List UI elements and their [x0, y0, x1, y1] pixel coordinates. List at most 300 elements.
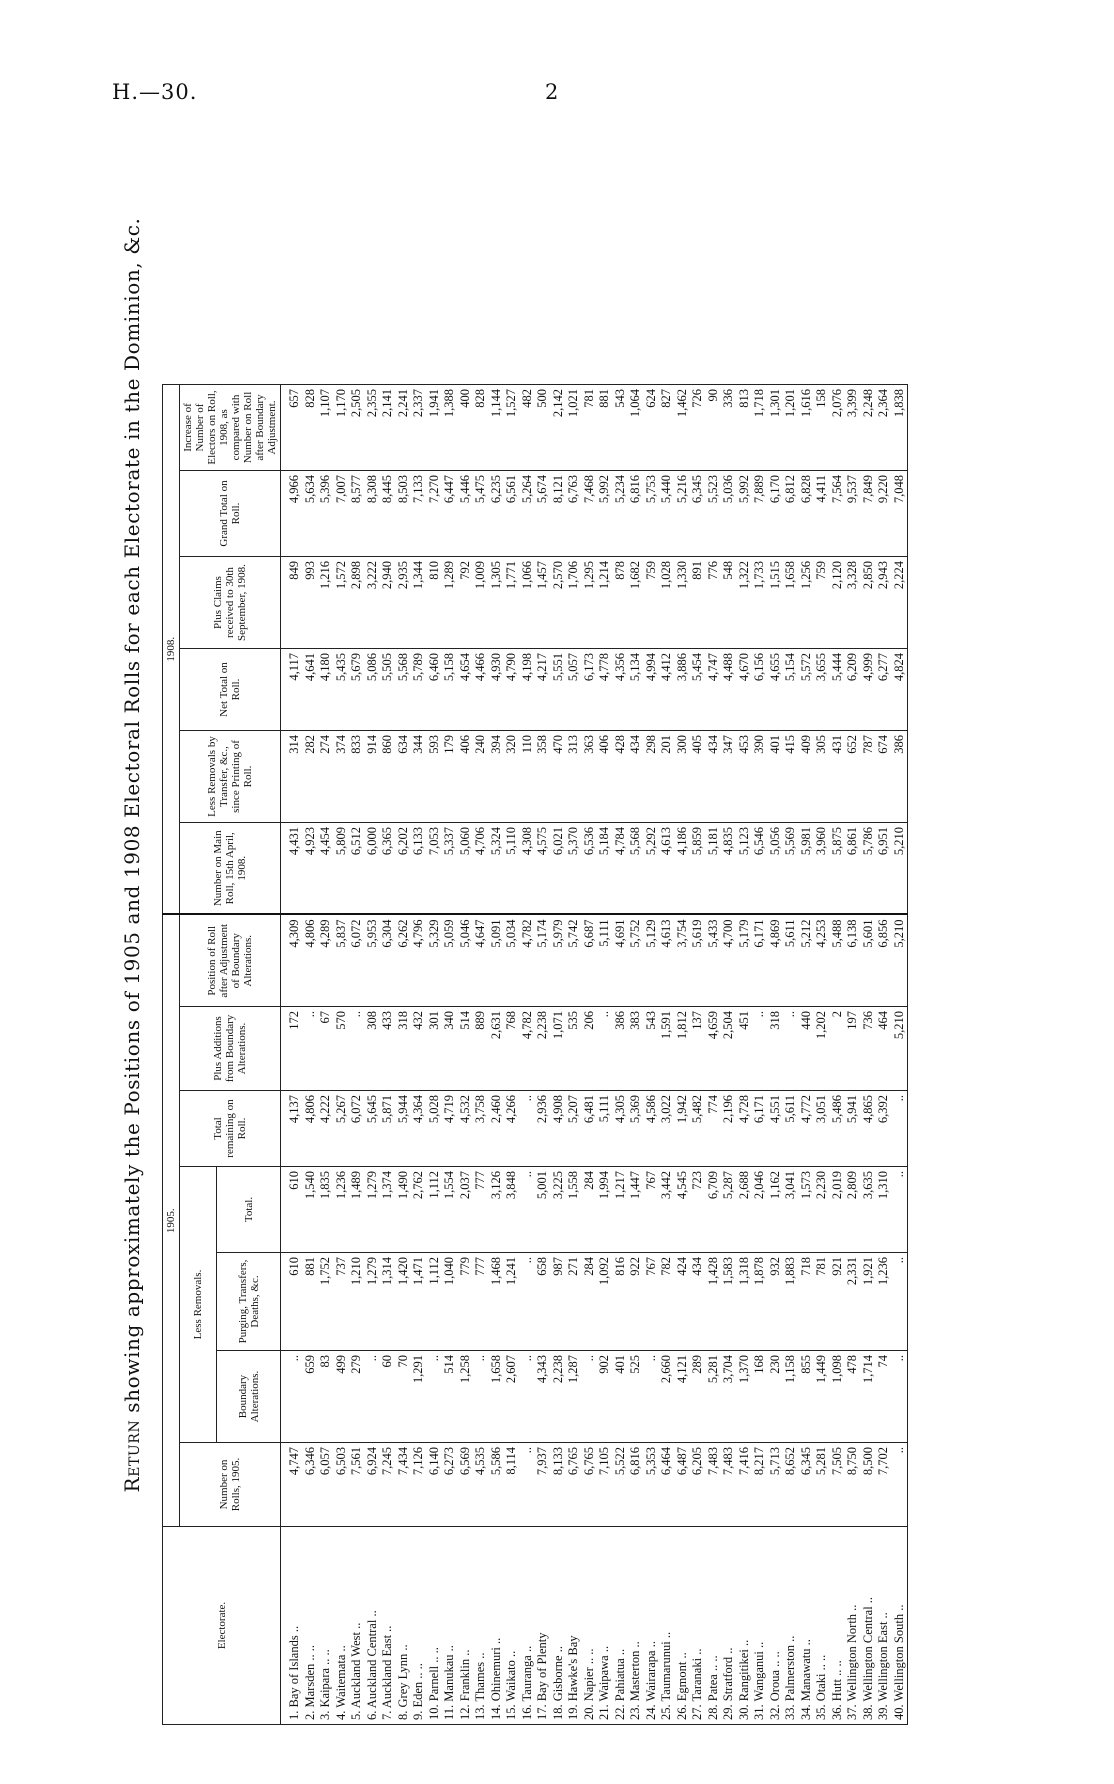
value-cell: 406 [458, 731, 474, 823]
value-cell: 470 [551, 731, 567, 823]
value-cell: 2,241 [396, 385, 412, 471]
value-cell: 168 [752, 1351, 768, 1443]
value-cell: 1,107 [318, 385, 334, 471]
value-cell: 5,992 [737, 471, 753, 557]
value-cell: 674 [876, 731, 892, 823]
value-cell: 4,647 [473, 915, 489, 1007]
value-cell: 1,162 [768, 1167, 784, 1253]
value-cell: 179 [442, 731, 458, 823]
electorate-cell [411, 1527, 427, 1725]
value-cell: 3,225 [551, 1167, 567, 1253]
value-cell: 4,308 [520, 823, 536, 915]
value-cell: 6,546 [752, 823, 768, 915]
value-cell: 83 [318, 1351, 334, 1443]
value-cell: 313 [566, 731, 582, 823]
row-number: 31. [752, 1704, 766, 1720]
value-cell: 5,091 [489, 915, 505, 1007]
leader-dots: .. [442, 1645, 456, 1652]
group-1908: 1908. [163, 385, 180, 915]
col-grand-total: Grand Total on Roll. [180, 471, 281, 557]
electorate-cell [489, 1527, 505, 1725]
electorate-name: Eden [411, 1681, 425, 1708]
value-cell: 2,248 [861, 385, 877, 471]
value-cell: 5,212 [799, 915, 815, 1007]
value-cell: 5,586 [489, 1443, 505, 1527]
value-cell: 3,704 [721, 1351, 737, 1443]
leader-dots: .. [597, 1645, 611, 1653]
value-cell: 4,180 [318, 649, 334, 731]
value-cell: 6,569 [458, 1443, 474, 1527]
row-number: 2. [302, 1710, 317, 1720]
value-cell: 878 [613, 557, 629, 649]
row-number: 35. [814, 1704, 828, 1720]
row-number: 39. [876, 1704, 890, 1720]
value-cell: 5,281 [706, 1351, 722, 1443]
electorate-name: Grey Lynn [395, 1653, 410, 1708]
value-cell: 434 [628, 731, 644, 823]
value-cell: 500 [535, 385, 551, 471]
value-cell: 3,754 [675, 915, 691, 1007]
value-cell: 4,966 [281, 471, 303, 557]
electorate-name: Waikato [504, 1660, 518, 1702]
table-row [582, 385, 598, 1725]
row-number: 30. [736, 1704, 751, 1720]
value-cell: 4,655 [768, 649, 784, 731]
electorate-name: Auckland Central [364, 1619, 379, 1709]
value-cell: 2,935 [396, 557, 412, 649]
value-cell: 305 [814, 731, 830, 823]
value-cell: 1,064 [628, 385, 644, 471]
value-cell: 1,092 [597, 1253, 613, 1351]
electorate-name: Wanganui [752, 1651, 766, 1702]
electorate-cell [442, 1527, 458, 1725]
value-cell: .. [892, 1091, 908, 1167]
value-cell: 5,174 [535, 915, 551, 1007]
title-text: showing approximately the Positions of 1905 and 1908 Electoral Rolls for each Electorate in the Dominion, &c. [120, 217, 144, 1413]
value-cell: 201 [659, 731, 675, 823]
value-cell: 7,126 [411, 1443, 427, 1527]
electorate-cell [752, 1527, 768, 1725]
row-number: 13. [473, 1704, 487, 1720]
value-cell: 8,308 [365, 471, 381, 557]
value-cell: 7,434 [396, 1443, 412, 1527]
value-cell: 2,337 [411, 385, 427, 471]
value-cell: .. [520, 1091, 536, 1167]
value-cell: 7,270 [427, 471, 443, 557]
table-row [442, 385, 458, 1725]
value-cell: 5,056 [768, 823, 784, 915]
value-cell: 5,435 [334, 649, 350, 731]
value-cell: 1,318 [737, 1253, 753, 1351]
value-cell: 5,036 [721, 471, 737, 557]
value-cell: 158 [814, 385, 830, 471]
value-cell: 535 [566, 1007, 582, 1091]
value-cell: 298 [644, 731, 660, 823]
col-increase: Increase of Number of Electors on Roll, 1908, as compared with Number on Roll after Boundary Adjustment. [180, 385, 281, 471]
leader-dots: .. .. [581, 1648, 596, 1665]
value-cell: 776 [706, 557, 722, 649]
value-cell: 6,464 [659, 1443, 675, 1527]
electorate-cell [318, 1527, 334, 1725]
value-cell: 1,994 [597, 1167, 613, 1253]
value-cell: 409 [799, 731, 815, 823]
value-cell: 240 [473, 731, 489, 823]
value-cell: 4,343 [535, 1351, 551, 1443]
electorate-name: Stratford [721, 1656, 735, 1702]
value-cell: 1,462 [675, 385, 691, 471]
value-cell: 110 [520, 731, 536, 823]
electorate-name: Taranaki [690, 1657, 704, 1702]
value-cell: 5,184 [597, 823, 613, 915]
value-cell: 1,572 [334, 557, 350, 649]
value-cell: 6,765 [566, 1443, 582, 1527]
value-cell: 1,258 [458, 1351, 474, 1443]
row-number: 26. [674, 1704, 689, 1720]
leader-dots: .. [395, 1644, 410, 1651]
value-cell: 2,046 [752, 1167, 768, 1253]
row-number: 10. [426, 1704, 441, 1720]
value-cell: 451 [737, 1007, 753, 1091]
value-cell: 2,943 [876, 557, 892, 649]
value-cell: 5,837 [334, 915, 350, 1007]
value-cell: 6,138 [845, 915, 861, 1007]
value-cell: 308 [365, 1007, 381, 1091]
electorate-cell [768, 1527, 784, 1725]
value-cell: 7,245 [380, 1443, 396, 1527]
value-cell: 4,923 [303, 823, 319, 915]
value-cell: 282 [303, 731, 319, 823]
value-cell: .. [597, 1007, 613, 1091]
value-cell: 4,431 [281, 823, 303, 915]
value-cell: 6,345 [799, 1443, 815, 1527]
value-cell: 659 [303, 1351, 319, 1443]
value-cell: 2,460 [489, 1091, 505, 1167]
value-cell: 2,238 [551, 1351, 567, 1443]
electorate-cell [473, 1527, 489, 1725]
value-cell: 4,782 [520, 1007, 536, 1091]
table-row [814, 385, 830, 1725]
value-cell: 5,111 [597, 1091, 613, 1167]
value-cell: 2,607 [504, 1351, 520, 1443]
value-cell: 5,264 [520, 471, 536, 557]
leader-dots: .. [364, 1610, 379, 1617]
value-cell: 1,314 [380, 1253, 396, 1351]
electoral-rolls-table [162, 384, 908, 1725]
row-number: 17. [535, 1704, 549, 1720]
value-cell: 5,207 [566, 1091, 582, 1167]
value-cell: 5,396 [318, 471, 334, 557]
electorate-cell [892, 1527, 908, 1725]
value-cell: 383 [628, 1007, 644, 1091]
value-cell: 4,806 [303, 915, 319, 1007]
value-cell: 5,871 [380, 1091, 396, 1167]
electorate-cell [830, 1527, 846, 1725]
value-cell: 7,483 [706, 1443, 722, 1527]
value-cell: 340 [442, 1007, 458, 1091]
table-row [861, 385, 877, 1725]
value-cell: 1,279 [365, 1167, 381, 1253]
value-cell: 855 [799, 1351, 815, 1443]
leader-dots: .. .. [318, 1649, 332, 1665]
table-row [504, 385, 520, 1725]
value-cell: 3,051 [814, 1091, 830, 1167]
value-cell: 5,129 [644, 915, 660, 1007]
table-row [303, 385, 319, 1725]
leader-dots: .. [519, 1645, 534, 1653]
value-cell: 1,201 [783, 385, 799, 471]
leader-dots: .. [876, 1612, 890, 1619]
row-number: 12. [457, 1704, 472, 1720]
value-cell: 2,809 [845, 1167, 861, 1253]
value-cell: 5,267 [334, 1091, 350, 1167]
value-cell: 6,140 [427, 1443, 443, 1527]
value-cell: 5,742 [566, 915, 582, 1007]
electorate-name: Auckland West [349, 1632, 363, 1709]
electorate-name: Wairarapa [643, 1650, 658, 1702]
value-cell: 5,179 [737, 915, 753, 1007]
value-cell: 3,328 [845, 557, 861, 649]
value-cell: 610 [281, 1253, 303, 1351]
value-cell: 777 [473, 1253, 489, 1351]
value-cell: 828 [303, 385, 319, 471]
value-cell: 5,046 [458, 915, 474, 1007]
value-cell: 5,568 [628, 823, 644, 915]
value-cell: 1,457 [535, 557, 551, 649]
value-cell: 723 [690, 1167, 706, 1253]
value-cell: 6,561 [504, 471, 520, 557]
value-cell: 3,041 [783, 1167, 799, 1253]
value-cell: 5,028 [427, 1091, 443, 1167]
value-cell: 401 [768, 731, 784, 823]
leader-dots: .. .. [814, 1654, 828, 1671]
value-cell: 816 [613, 1253, 629, 1351]
value-cell: 6,156 [752, 649, 768, 731]
electorate-name: Masterton [628, 1650, 642, 1702]
value-cell: 374 [334, 731, 350, 823]
value-cell: 2,037 [458, 1167, 474, 1253]
col-number-on-rolls-1905: Number on Rolls, 1905. [180, 1443, 281, 1527]
value-cell: 5,216 [675, 471, 691, 557]
table-row [411, 385, 427, 1725]
value-cell: .. [349, 1007, 365, 1091]
value-cell: 279 [349, 1351, 365, 1443]
electorate-name: Wellington North [845, 1613, 859, 1702]
value-cell: 1,330 [675, 557, 691, 649]
value-cell: 5,979 [551, 915, 567, 1007]
value-cell: 5,523 [706, 471, 722, 557]
value-cell: 4,613 [659, 823, 675, 915]
value-cell: 1,682 [628, 557, 644, 649]
value-cell: 1,305 [489, 557, 505, 649]
value-cell: 74 [876, 1351, 892, 1443]
value-cell: 781 [814, 1253, 830, 1351]
col-electorate: Electorate. [163, 1527, 281, 1725]
value-cell: 833 [349, 731, 365, 823]
value-cell: 881 [303, 1253, 319, 1351]
value-cell: 318 [768, 1007, 784, 1091]
value-cell: 4,747 [706, 649, 722, 731]
value-cell: 6,133 [411, 823, 427, 915]
value-cell: 1,144 [489, 385, 505, 471]
value-cell: 4,305 [613, 1091, 629, 1167]
value-cell: 4,198 [520, 649, 536, 731]
value-cell: 767 [644, 1167, 660, 1253]
value-cell: 2,505 [349, 385, 365, 471]
row-number: 6. [364, 1710, 379, 1720]
value-cell: 4,700 [721, 915, 737, 1007]
value-cell: 6,481 [582, 1091, 598, 1167]
row-number: 7. [380, 1710, 394, 1720]
value-cell: .. [365, 1351, 381, 1443]
value-cell: 424 [675, 1253, 691, 1351]
value-cell: 5,454 [690, 649, 706, 731]
value-cell: 9,537 [845, 471, 861, 557]
row-number: 8. [395, 1710, 410, 1720]
value-cell: 9,220 [876, 471, 892, 557]
value-cell: 1,752 [318, 1253, 334, 1351]
electorate-name: Thames [473, 1661, 487, 1702]
electorate-cell [380, 1527, 396, 1725]
value-cell: 5,568 [396, 649, 412, 731]
electorate-cell [504, 1527, 520, 1725]
value-cell: 5,482 [690, 1091, 706, 1167]
value-cell: 4,575 [535, 823, 551, 915]
row-number: 37. [845, 1704, 859, 1720]
value-cell: 4,784 [613, 823, 629, 915]
value-cell: 206 [582, 1007, 598, 1091]
leader-dots: .. [333, 1645, 348, 1652]
value-cell: 4,454 [318, 823, 334, 915]
table-row [349, 385, 365, 1725]
value-cell: 4,747 [281, 1443, 303, 1527]
value-cell: .. [644, 1351, 660, 1443]
electorate-name: Napier [581, 1667, 596, 1702]
value-cell: 8,114 [504, 1443, 520, 1527]
value-cell: 1,112 [427, 1253, 443, 1351]
value-cell: 5,292 [644, 823, 660, 915]
electorate-name: Waipawa [597, 1655, 611, 1702]
value-cell: 318 [396, 1007, 412, 1091]
value-cell: 400 [458, 385, 474, 471]
value-cell: 5,569 [783, 823, 799, 915]
value-cell: 4,706 [473, 823, 489, 915]
value-cell: 7,889 [752, 471, 768, 557]
value-cell: 358 [535, 731, 551, 823]
value-cell: 5,158 [442, 649, 458, 731]
value-cell: 813 [737, 385, 753, 471]
table-row [737, 385, 753, 1725]
electorate-name: Palmerston [783, 1645, 797, 1702]
table-row [675, 385, 691, 1725]
value-cell: 1,812 [675, 1007, 691, 1091]
value-cell: 3,635 [861, 1167, 877, 1253]
table-row [535, 385, 551, 1725]
electorate-cell [876, 1527, 892, 1725]
value-cell: 1,471 [411, 1253, 427, 1351]
leader-dots: .. [380, 1625, 394, 1632]
value-cell: 1,040 [442, 1253, 458, 1351]
value-cell: 759 [814, 557, 830, 649]
value-cell: 8,121 [551, 471, 567, 557]
value-cell: 634 [396, 731, 412, 823]
value-cell: 6,765 [582, 1443, 598, 1527]
value-cell: 4,186 [675, 823, 691, 915]
value-cell: 4,691 [613, 915, 629, 1007]
electorate-cell [706, 1527, 722, 1725]
value-cell: 6,170 [768, 471, 784, 557]
table-row [427, 385, 443, 1725]
value-cell: 5,110 [504, 823, 520, 915]
value-cell: 543 [613, 385, 629, 471]
value-cell: 6,512 [349, 823, 365, 915]
table-row [892, 385, 908, 1725]
value-cell: 914 [365, 731, 381, 823]
value-cell: 2,940 [380, 557, 396, 649]
electorate-cell [675, 1527, 691, 1725]
electorate-cell [349, 1527, 365, 1725]
value-cell: 1,028 [659, 557, 675, 649]
value-cell: 1,490 [396, 1167, 412, 1253]
value-cell: 5,234 [613, 471, 629, 557]
group-less-removals: Less Removals. [180, 1167, 217, 1443]
value-cell: 3,442 [659, 1167, 675, 1253]
value-cell: .. [520, 1351, 536, 1443]
value-cell: 464 [876, 1007, 892, 1091]
value-cell: 1,428 [706, 1253, 722, 1351]
value-cell: 1,527 [504, 385, 520, 471]
value-cell: 1,287 [566, 1351, 582, 1443]
row-number: 38. [860, 1704, 875, 1720]
value-cell: 347 [721, 731, 737, 823]
value-cell: 5,679 [349, 649, 365, 731]
row-number: 32. [767, 1704, 782, 1720]
value-cell: 5,181 [706, 823, 722, 915]
value-cell: 657 [281, 385, 303, 471]
value-cell: 4,551 [768, 1091, 784, 1167]
leader-dots: .. [349, 1622, 363, 1629]
value-cell: 779 [458, 1253, 474, 1351]
table-row [396, 385, 412, 1725]
value-cell: 1,295 [582, 557, 598, 649]
value-cell: 6,057 [318, 1443, 334, 1527]
value-cell: 1,616 [799, 385, 815, 471]
value-cell: 60 [380, 1351, 396, 1443]
value-cell: 6,021 [551, 823, 567, 915]
value-cell: 7,133 [411, 471, 427, 557]
table-row [489, 385, 505, 1725]
value-cell: 434 [706, 731, 722, 823]
electorate-name: Bay of Islands [287, 1635, 301, 1708]
value-cell: 5,789 [411, 649, 427, 731]
electorate-name: Marsden [302, 1663, 317, 1708]
leader-dots: .. [643, 1641, 658, 1648]
electorate-cell [628, 1527, 644, 1725]
table-row [281, 385, 303, 1725]
electorate-name: Patea [705, 1674, 720, 1702]
value-cell: 1,449 [814, 1351, 830, 1443]
value-cell: 386 [892, 731, 908, 823]
value-cell: 478 [845, 1351, 861, 1443]
value-cell: 2,364 [876, 385, 892, 471]
value-cell: 453 [737, 731, 753, 823]
value-cell: 432 [411, 1007, 427, 1091]
value-cell: 1,009 [473, 557, 489, 649]
table-row [365, 385, 381, 1725]
value-cell: 8,652 [783, 1443, 799, 1527]
electorate-cell [458, 1527, 474, 1725]
value-cell: .. [427, 1351, 443, 1443]
value-cell: 3,222 [365, 557, 381, 649]
